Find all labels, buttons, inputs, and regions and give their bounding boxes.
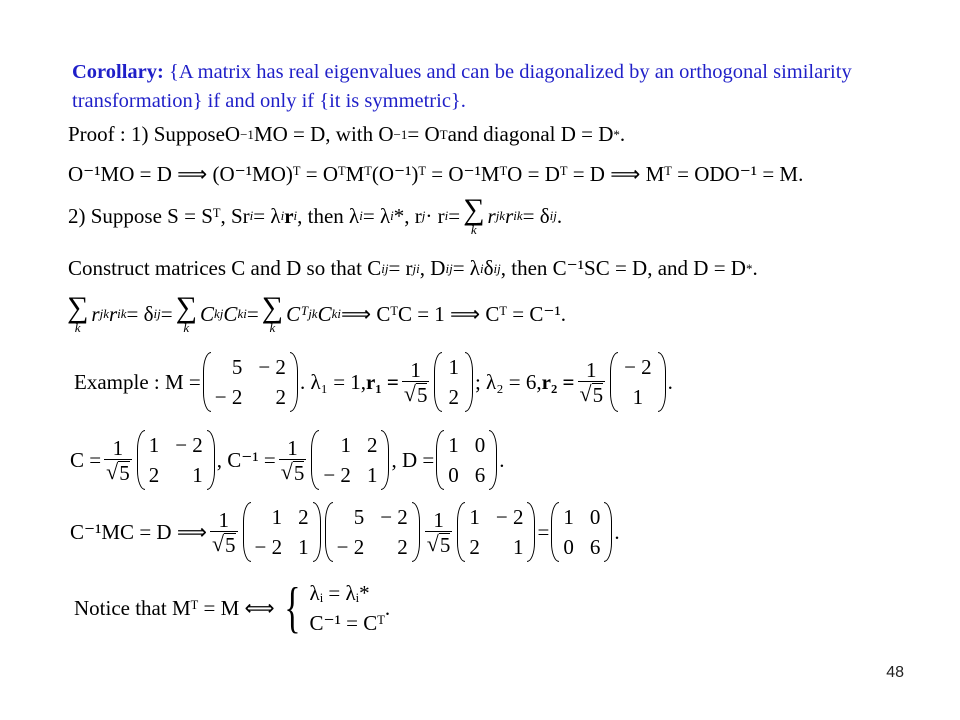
proof-line4-c: , D (419, 256, 446, 280)
frac-1-sqrt5: 1 √ 5 (426, 507, 451, 557)
period: . (499, 447, 505, 472)
matrix-cell: 0 (474, 433, 486, 457)
proof-line4-e: δ (483, 256, 494, 280)
matrix-cell: − 2 (175, 433, 203, 457)
matrix-cell: 1 (148, 433, 160, 457)
proof-line4-d: = λ (452, 256, 480, 280)
matrix-cell: 5 (231, 355, 243, 379)
period: . (384, 595, 391, 620)
frac-1-sqrt5: 1 √ 5 (211, 507, 236, 557)
matrix-cell: 6 (474, 463, 486, 487)
vector-cell: − 2 (624, 355, 652, 379)
sum-symbol: ∑ k (463, 193, 485, 237)
matrix-cell: 0 (563, 535, 574, 559)
proof-line5-i: C (317, 301, 332, 326)
example-line-1 (74, 352, 673, 412)
proof-line3-f: *, r (393, 203, 422, 228)
proof-line-4: Construct matrices C and D so that C ij = r ji , D ij = λ i δ ij , then C⁻¹SC = D, and D = D * . (68, 256, 758, 280)
lambda2-text: ; λ₂ = 6, (474, 369, 542, 394)
vector-cell: 2 (448, 385, 459, 409)
matrix-C (457, 502, 535, 562)
proof-line5-j: ⟹ CᵀC = 1 ⟹ Cᵀ = C⁻¹. (340, 301, 567, 326)
proof-line3-i: r (487, 203, 496, 228)
matrix-cell: 1 (340, 433, 351, 457)
frac-1-sqrt5: 1 √ 5 (106, 435, 130, 485)
D-label: , D = (391, 447, 435, 472)
matrix-cell: 2 (397, 535, 408, 559)
proof-line1-O: O (224, 122, 241, 146)
proof-line3-h: = (448, 203, 461, 228)
page-number: 48 (886, 664, 904, 681)
matrix-cell: − 2 (495, 505, 524, 529)
matrix-cell: 2 (275, 385, 286, 409)
example-line-2 (70, 430, 504, 490)
proof-line1-mid: MO = D, with O (253, 122, 394, 146)
proof-line1-end: . (619, 122, 626, 146)
vector-r2 (610, 352, 666, 412)
vector-cell: 1 (448, 355, 459, 379)
proof-line-5: ∑ k r jk r ik = δ ij = ∑ k C kj C ki = ∑ k Cᵀ jk C ki ⟹ CᵀC = 1 ⟹ Cᵀ = C⁻¹. (67, 291, 567, 335)
example-line-3 (70, 502, 620, 562)
matrix-cell: 2 (366, 433, 378, 457)
corollary (72, 58, 932, 116)
example-label: Example : M = (74, 369, 201, 394)
proof-line-1: Proof : 1) Suppose O −1 MO = D, with O −1 = O T and diagonal D = D * . (68, 122, 626, 146)
matrix-cell: 6 (589, 535, 601, 559)
proof-line4-b: = r (388, 256, 413, 280)
proof-line3-j: r (505, 203, 514, 228)
matrix-cell: 1 (366, 463, 378, 487)
frac-1-sqrt5: 1 √ 5 (579, 357, 604, 407)
proof-line3-e: = λ (362, 203, 391, 228)
matrix-cell: − 2 (258, 355, 286, 379)
r1-label: r₁ = (366, 369, 399, 394)
sum-symbol: ∑ k (261, 291, 284, 335)
CinvMC-label: C⁻¹MC = D ⟹ (70, 519, 207, 544)
proof-line3-c: r (284, 203, 294, 228)
period: . (614, 519, 620, 544)
matrix-cell: 1 (512, 535, 524, 559)
matrix-D (436, 430, 497, 490)
case-1: λᵢ = λᵢ* (309, 581, 370, 605)
notice-text: Notice that Mᵀ = M ⟺ (74, 595, 275, 620)
proof-line1-prefix: Proof : 1) Suppose (68, 122, 225, 146)
matrix-Cinv (311, 430, 389, 490)
matrix-cell: 0 (589, 505, 601, 529)
frac-1-sqrt5: 1 √ 5 (280, 435, 305, 485)
proof-line5-g: = (246, 301, 259, 326)
proof-line4-g: . (752, 256, 758, 280)
proof-line5-e: C (200, 301, 215, 326)
matrix-cell: 1 (192, 463, 203, 487)
proof-line4-a: Construct matrices C and D so that C (68, 256, 382, 280)
lambda1-text: . λ₁ = 1, (299, 369, 367, 394)
proof-line-2 (68, 162, 803, 187)
sum-symbol: ∑ k (67, 291, 89, 335)
proof-line5-a: r (91, 301, 100, 326)
proof-line5-d: = (160, 301, 173, 326)
proof-line3-k: = δ (522, 203, 550, 228)
matrix-cell: 2 (469, 535, 480, 559)
vector-r1 (434, 352, 473, 412)
matrix-M (325, 502, 420, 562)
proof-line5-c: = δ (126, 301, 154, 326)
matrix-C (137, 430, 215, 490)
matrix-cell: 1 (271, 505, 283, 529)
proof-line4-f: , then C⁻¹SC = D, and D = D (500, 256, 746, 280)
proof-line5-f: C (223, 301, 238, 326)
proof-line3-a: 2) Suppose S = Sᵀ, Sr (68, 203, 250, 228)
matrix-cell: − 2 (323, 463, 351, 487)
left-brace: { (284, 577, 301, 639)
matrix-cell: 2 (298, 505, 309, 529)
proof-line3-g: · r (425, 203, 445, 228)
matrix-cell: 5 (353, 505, 365, 529)
matrix-cell: 0 (448, 463, 459, 487)
matrix-cell: 2 (148, 463, 160, 487)
proof-line2: O⁻¹MO = D ⟹ (O⁻¹MO)ᵀ = OᵀMᵀ(O⁻¹)ᵀ = O⁻¹MᵀO = Dᵀ = D ⟹ Mᵀ = ODO⁻¹ = M. (68, 162, 804, 186)
proof-line-3: 2) Suppose S = Sᵀ, Sr i = λ i r i , then λ i = λ i *, r j · r i = ∑ k r jk r ik = δ ij . (68, 193, 563, 237)
proof-line3-b: = λ (253, 203, 281, 228)
matrix-cell: − 2 (214, 385, 243, 409)
C-label: C = (70, 447, 102, 472)
matrix-M (203, 352, 298, 412)
matrix-cell: − 2 (380, 505, 408, 529)
matrix-cell: 1 (298, 535, 309, 559)
frac-1-sqrt5: 1 √ 5 (403, 357, 428, 407)
equals: = (537, 519, 550, 544)
proof-line3-d: , then λ (297, 203, 360, 228)
matrix-cell: 1 (469, 505, 480, 529)
matrix-cell: 1 (448, 433, 459, 457)
proof-line3-l: . (556, 203, 563, 228)
corollary-label: Corollary: (72, 61, 164, 83)
matrix-cell: 1 (563, 505, 574, 529)
matrix-cell: − 2 (336, 535, 365, 559)
cases (310, 578, 385, 638)
vector-cell: 1 (632, 385, 644, 409)
Cinv-label: , C⁻¹ = (216, 447, 276, 472)
case-2: C⁻¹ = Cᵀ (309, 611, 385, 635)
notice-line (74, 578, 390, 638)
period: . (667, 369, 673, 394)
proof-line1-mid2: = O (407, 122, 440, 146)
proof-line5-h: Cᵀ (286, 301, 309, 326)
proof-line1-tail: and diagonal D = D (447, 122, 614, 146)
matrix-cell: − 2 (254, 535, 283, 559)
sum-symbol: ∑ k (175, 291, 198, 335)
matrix-Cinv (243, 502, 321, 562)
matrix-D (551, 502, 612, 562)
proof-line5-b: r (108, 301, 118, 326)
corollary-text: {A matrix has real eigenvalues and can be diagonalized by an orthogonal similarity transformation} if and only if {it is symmetric}. (72, 61, 852, 112)
r2-label: r₂ = (541, 369, 575, 394)
